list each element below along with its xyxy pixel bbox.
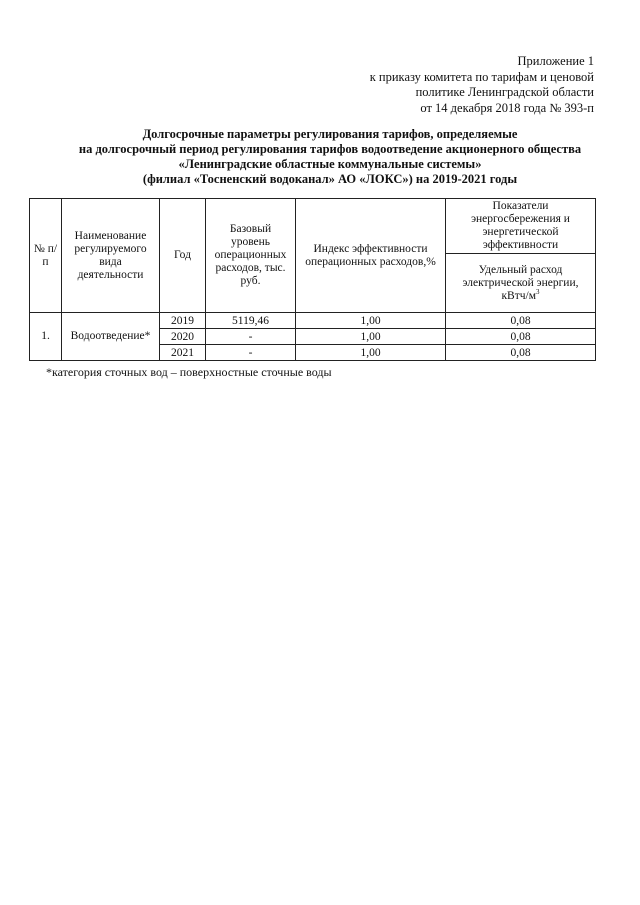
title-line: на долгосрочный период регулирования тарифов водоотведение акционерного общества (78, 142, 582, 156)
header-energy-sub-text: Удельный расход электрической энергии, кВтч/м (462, 263, 579, 302)
document-title (20, 127, 640, 187)
cell-index: 1,00 (296, 345, 446, 361)
cell-energy: 0,08 (446, 345, 596, 361)
cell-base: 5119,46 (206, 313, 296, 329)
header-activity: Наименование регулируемого вида деятельности (62, 199, 160, 313)
cell-index: 1,00 (296, 313, 446, 329)
cell-year: 2019 (160, 313, 206, 329)
header-year: Год (160, 199, 206, 313)
cell-num: 1. (30, 313, 62, 361)
cell-energy: 0,08 (446, 329, 596, 345)
title-line: (филиал «Тосненский водоканал» АО «ЛОКС») на 2019-2021 годы (142, 172, 518, 186)
appendix-line: Приложение 1 (517, 54, 594, 68)
header-efficiency-index: Индекс эффективности операционных расходов,% (296, 199, 446, 313)
cell-year: 2021 (160, 345, 206, 361)
cell-index: 1,00 (296, 329, 446, 345)
header-base-level: Базовый уровень операционных расходов, тыс. руб. (206, 199, 296, 313)
appendix-line: политике Ленинградской области (415, 85, 594, 99)
footnote: *категория сточных вод – поверхностные сточные воды (46, 365, 332, 379)
header-energy-sub (446, 254, 596, 313)
appendix-block (294, 54, 594, 116)
header-energy-sub-sup: 3 (536, 287, 540, 296)
parameters-table (29, 198, 596, 361)
cell-base: - (206, 329, 296, 345)
header-energy-group: Показатели энергосбережения и энергетической эффективности (446, 199, 596, 254)
header-num: № п/п (30, 199, 62, 313)
appendix-line: к приказу комитета по тарифам и ценовой (369, 69, 594, 84)
appendix-line: от 14 декабря 2018 года № 393-п (420, 100, 594, 115)
title-line: «Ленинградские областные коммунальные системы» (178, 157, 482, 171)
table-row (30, 313, 596, 329)
cell-year: 2020 (160, 329, 206, 345)
title-line: Долгосрочные параметры регулирования тарифов, определяемые (142, 127, 518, 141)
cell-activity: Водоотведение* (62, 313, 160, 361)
cell-base: - (206, 345, 296, 361)
cell-energy: 0,08 (446, 313, 596, 329)
